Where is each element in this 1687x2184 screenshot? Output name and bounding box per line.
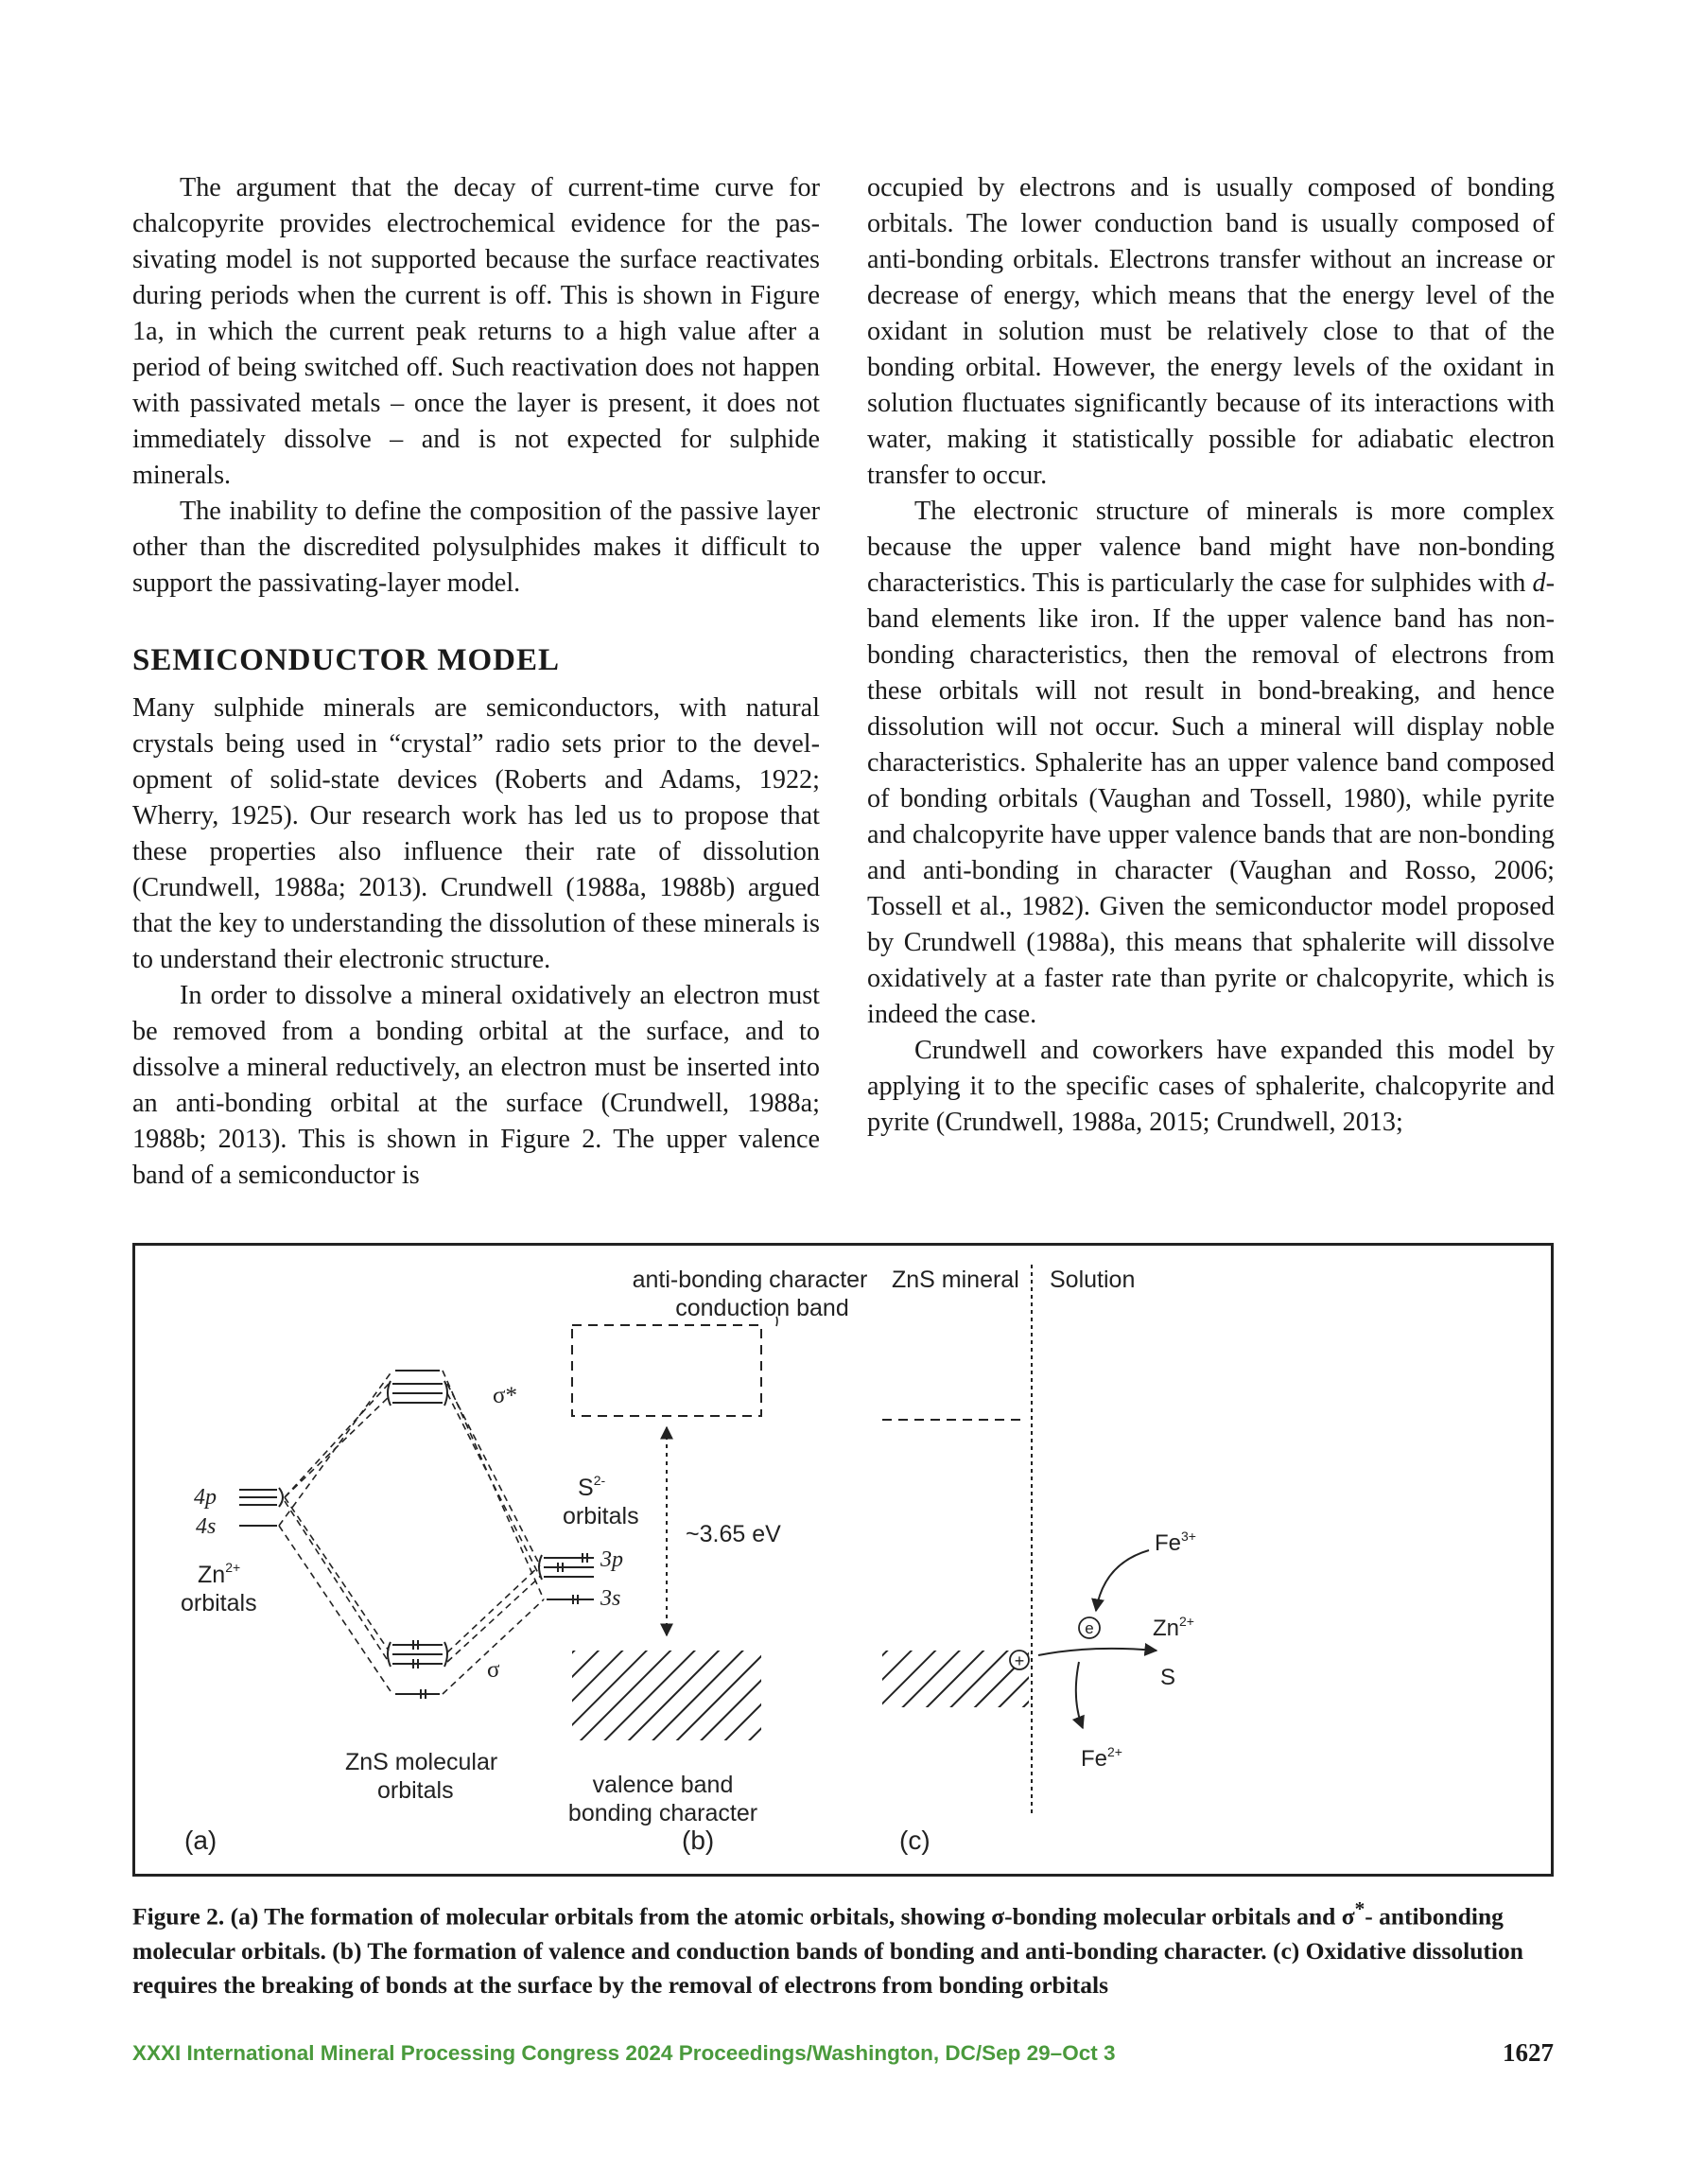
panel-a	[181, 1371, 639, 1855]
panel-c	[882, 1265, 1196, 1855]
electron-symbol: e	[1085, 1619, 1094, 1637]
hole-symbol: +	[1014, 1651, 1025, 1670]
figure-caption	[132, 1892, 1554, 2002]
s-orbitals-label: orbitals	[563, 1503, 639, 1529]
paragraph: The inability to define the composition of the passive layer other than the discredited polysulphides makes it difficult to support the passivating-layer model.	[132, 497, 820, 598]
left-column	[132, 170, 820, 1194]
valence-band-line1: valence band	[592, 1772, 734, 1798]
caption-text: - antibonding molecular orbitals. (b) The formation of valence and conduction bands of bonding and anti-bonding character. (c) Oxidative dissolution requires the breaking of bonds at the surface by the removal of electrons from bonding orbitals	[132, 1902, 1523, 1999]
valence-band-line2: bonding character	[567, 1800, 758, 1826]
s-symbol: S	[578, 1475, 594, 1501]
zn-4p-label: 4p	[194, 1485, 217, 1510]
conduction-band-line2: conduction band	[675, 1295, 849, 1321]
zn2-symbol: Zn	[1153, 1616, 1180, 1641]
d-band-italic: d	[1532, 568, 1546, 598]
fe2-symbol: Fe	[1081, 1746, 1108, 1772]
page-number: 1627	[1503, 2038, 1554, 2067]
fe3-label	[1155, 1529, 1196, 1556]
solution-label: Solution	[1050, 1267, 1136, 1293]
fe3-charge: 3+	[1181, 1529, 1196, 1544]
paragraph-text: -band elements like iron. If the upper valence band has non-bonding characteristics, then the removal of electrons from these orbitals will not result in bond-breaking, and hence dissolution will not occur. Such a mineral will display noble characteristics. Sphalerite has an upper valence band composed of bonding orbitals (Vaughan and Tossell, 1980), while pyrite and chalcopyrite have upper valence bands that are non-bonding and anti-bonding in character (Vaughan and Rosso, 2006; Tossell et al., 1982). Given the semiconductor model proposed by Crundwell (1988a), this means that sphalerite will dissolve oxidatively at a faster rate than pyrite or chalcopyrite, which is indeed the case.	[867, 568, 1555, 1029]
panel-b-label: (b)	[682, 1826, 715, 1855]
fe2-charge: 2+	[1107, 1744, 1122, 1759]
s-3p-label: 3p	[600, 1547, 623, 1572]
fe2-arrow	[1076, 1662, 1083, 1728]
s-charge: 2-	[593, 1473, 606, 1488]
fe3-symbol: Fe	[1155, 1530, 1182, 1556]
sigma-star-label: σ*	[493, 1383, 517, 1408]
zn2-label	[1153, 1614, 1194, 1641]
conduction-band-box	[572, 1325, 761, 1416]
section-heading: SEMICONDUCTOR MODEL	[132, 643, 561, 677]
sigma-label: σ	[487, 1657, 500, 1683]
figure-2	[132, 1243, 1554, 1877]
fe3-arrow	[1096, 1550, 1149, 1611]
zn-orbitals-title	[198, 1560, 240, 1588]
paragraph	[867, 494, 1555, 1033]
caption-star: *	[1354, 1897, 1365, 1920]
zn-symbol: Zn	[198, 1562, 226, 1588]
panel-a-label: (a)	[184, 1826, 217, 1855]
zn-4s-label: 4s	[196, 1514, 217, 1539]
right-column	[867, 170, 1555, 1141]
paragraph-text: The electronic structure of minerals is more complex because the upper valence band might have non-bonding characteristics. This is particularly the case for sulphides with	[867, 497, 1555, 598]
s-orbitals-title	[578, 1473, 605, 1501]
valence-band-box	[572, 1651, 761, 1740]
paragraph: In order to dissolve a mineral oxidatively an electron must be removed from a bonding orbital at the surface, and to dissolve a mineral reductively, an electron must be inserted into an anti-bonding orbital at the surface (Crundwell, 1988a; 1988b; 2013). This is shown in Figure 2. The upper valence band of a semiconductor is	[132, 981, 820, 1190]
band-gap-label: ~3.65 eV	[686, 1521, 781, 1547]
mineral-label: ZnS mineral	[892, 1267, 1019, 1293]
zn2-charge: 2+	[1179, 1614, 1194, 1629]
sulfur-label: S	[1160, 1665, 1176, 1690]
mo-label-line2: orbitals	[377, 1777, 454, 1804]
zn-orbitals-label: orbitals	[181, 1590, 257, 1616]
mo-label-line1: ZnS molecular	[345, 1749, 498, 1775]
conduction-band-line1: anti-bonding character	[632, 1267, 868, 1293]
fe2-label	[1081, 1744, 1122, 1772]
footer-journal-title: XXXI International Mineral Processing Congress 2024 Proceedings/Washington, DC/Sep 29–Oct 3	[132, 2041, 1116, 2065]
caption-text: Figure 2. (a) The formation of molecular orbitals from the atomic orbitals, showing σ-bonding molecular orbitals and σ	[132, 1902, 1355, 1931]
s-3s-label: 3s	[600, 1586, 621, 1611]
figure-svg	[135, 1246, 1551, 1874]
valence-band-hatch	[882, 1651, 1029, 1707]
zn-charge: 2+	[225, 1560, 241, 1575]
paragraph: occupied by electrons and is usually composed of bonding orbitals. The lower conduction band is usually composed of anti-bonding orbitals. Electrons transfer without an increase or decrease of energy, which means that the energy level of the oxidant in solution must be relatively close to that of the bonding orbital. However, the energy levels of the oxidant in solution fluctuates significantly because of its interactions with water, making it statistically possible for adiabatic electron transfer to occur.	[867, 173, 1555, 490]
paragraph: Crundwell and coworkers have expanded this model by applying it to the specific cases of sphalerite, chalcopyrite and pyrite (Crundwell, 1988a, 2015; Crundwell, 2013;	[867, 1036, 1555, 1137]
dissolution-arrow	[1038, 1649, 1157, 1655]
paragraph: Many sulphide minerals are semiconductors, with natural crystals being used in “crystal” radio sets prior to the development of solid-state devices (Roberts and Adams, 1922; Wherry, 1925). Our research work has led us to propose that these properties also influence their rate of dissolution (Crundwell, 1988a; 2013). Crundwell (1988a, 1988b) argued that the key to understanding the dissolution of these minerals is to understand their electronic structure.	[132, 693, 820, 974]
panel-c-label: (c)	[899, 1826, 930, 1855]
paragraph: The argument that the decay of current-time curve for chalcopyrite provides electrochemical evidence for the passivating model is not supported because the surface reactivates during periods when the current is off. This is shown in Figure 1a, in which the current peak returns to a high value after a period of being switched off. Such reactivation does not happen with passivated metals – once the layer is present, it does not immediately dissolve – and is not expected for sulphide minerals.	[132, 173, 820, 490]
